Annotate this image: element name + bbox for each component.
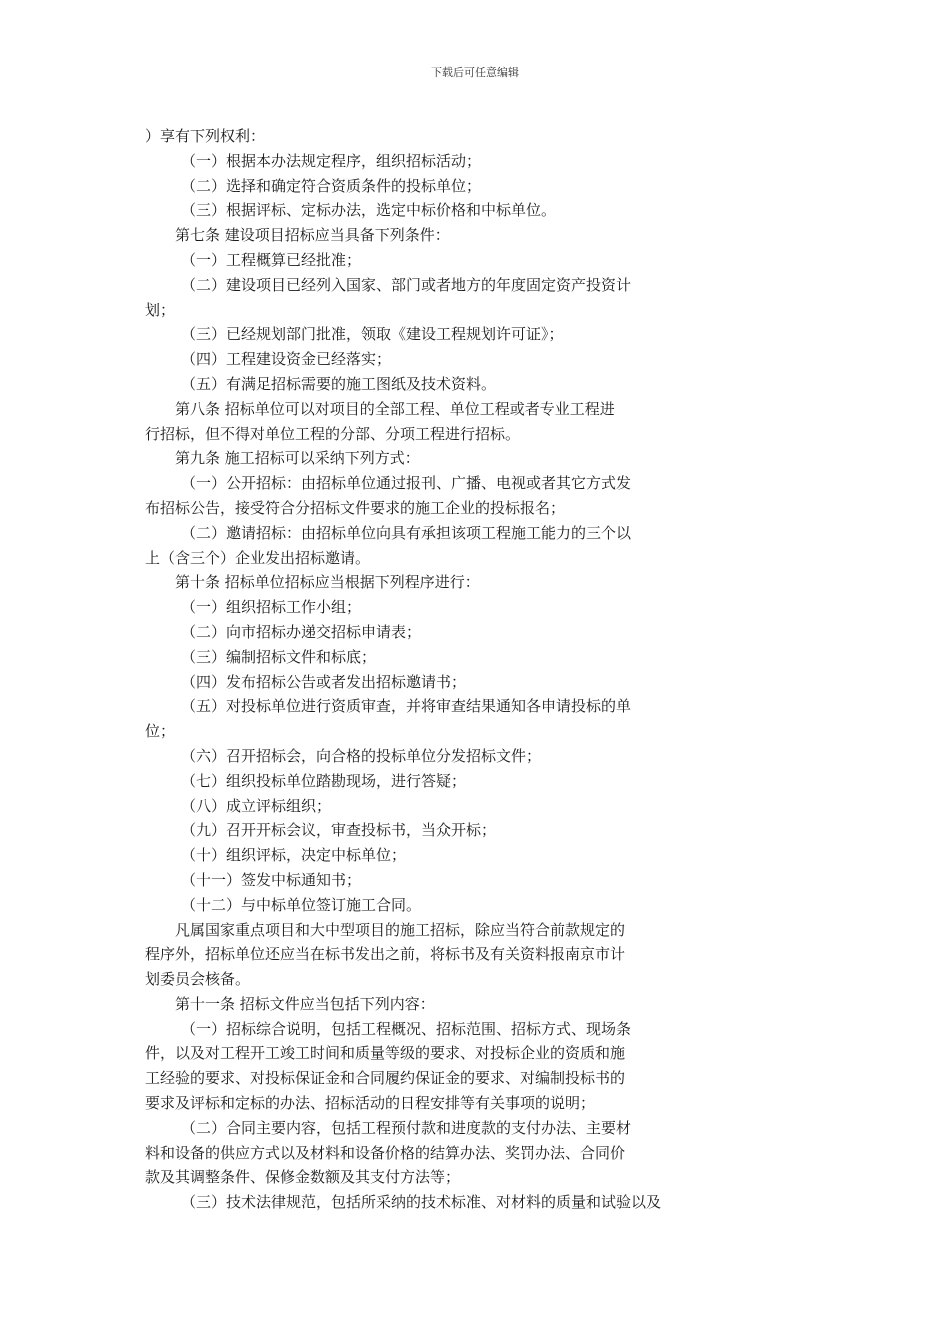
text-line: （十）组织评标，决定中标单位； [181, 846, 407, 865]
text-line: 第八条 招标单位可以对项目的全部工程、单位工程或者专业工程进 [175, 399, 615, 418]
text-line: （四）工程建设资金已经落实； [181, 350, 392, 369]
text-line: （二）向市招标办递交招标申请表； [181, 622, 422, 641]
text-line: （六）召开招标会，向合格的投标单位分发招标文件； [181, 746, 542, 765]
text-line: （九）召开开标会议，审查投标书，当众开标； [181, 821, 497, 840]
text-line: （一）组织招标工作小组； [181, 598, 362, 617]
text-line: （一）公开招标：由招标单位通过报刊、广播、电视或者其它方式发 [181, 474, 632, 493]
page-header: 下载后可任意编辑 [431, 66, 519, 79]
text-line: （二）建设项目已经列入国家、部门或者地方的年度固定资产投资计 [181, 275, 632, 294]
document-body [145, 124, 720, 1215]
text-line: 第十条 招标单位招标应当根据下列程序进行： [175, 573, 480, 592]
text-line: （一）根据本办法规定程序，组织招标活动； [181, 151, 482, 170]
text-line: （四）发布招标公告或者发出招标邀请书； [181, 672, 467, 691]
text-line: 布招标公告，接受符合分招标文件要求的施工企业的投标报名； [145, 498, 566, 517]
text-line: （二）合同主要内容，包括工程预付款和进度款的支付办法、主要材 [181, 1118, 632, 1137]
text-line: 工经验的要求、对投标保证金和合同履约保证金的要求、对编制投标书的 [145, 1069, 626, 1088]
text-line: （二）选择和确定符合资质条件的投标单位； [181, 176, 482, 195]
text-line: 行招标，但不得对单位工程的分部、分项工程进行招标。 [145, 424, 521, 443]
text-line: 件，以及对工程开工竣工时间和质量等级的要求、对投标企业的资质和施 [145, 1044, 626, 1063]
text-line: （三）根据评标、定标办法，选定中标价格和中标单位。 [181, 201, 557, 220]
text-line: （一）工程概算已经批准； [181, 250, 362, 269]
text-line: ）享有下列权利： [145, 127, 266, 145]
text-line: 第十一条 招标文件应当包括下列内容： [175, 994, 435, 1013]
text-line: 第九条 施工招标可以采纳下列方式： [175, 449, 420, 468]
text-line: 划委员会核备。 [145, 970, 251, 989]
text-line: 款及其调整条件、保修金数额及其支付方法等； [145, 1168, 461, 1187]
text-line: 要求及评标和定标的办法、招标活动的日程安排等有关事项的说明； [145, 1094, 596, 1113]
text-line: （八）成立评标组织； [181, 796, 332, 815]
text-line: （五）对投标单位进行资质审查，并将审查结果通知各申请投标的单 [181, 697, 632, 716]
text-line: 划； [145, 300, 176, 319]
text-line: （七）组织投标单位踏勘现场，进行答疑； [181, 771, 467, 790]
text-line: （三）编制招标文件和标底； [181, 647, 377, 666]
text-line: 第七条 建设项目招标应当具备下列条件： [175, 226, 450, 245]
text-line: 程序外，招标单位还应当在标书发出之前，将标书及有关资料报南京市计 [145, 945, 626, 964]
text-line: （二）邀请招标：由招标单位向具有承担该项工程施工能力的三个以 [181, 523, 632, 542]
text-line: 位； [145, 722, 176, 741]
text-line: 凡属国家重点项目和大中型项目的施工招标，除应当符合前款规定的 [175, 920, 626, 939]
text-line: （一）招标综合说明，包括工程概况、招标范围、招标方式、现场条 [181, 1019, 632, 1038]
text-line: 料和设备的供应方式以及材料和设备价格的结算办法、奖罚办法、合同价 [145, 1143, 626, 1162]
text-line: （三）技术法律规范，包括所采纳的技术标准、对材料的质量和试验以及 [181, 1193, 662, 1212]
text-line: （十一）签发中标通知书； [181, 870, 362, 889]
text-line: （三）已经规划部门批准，领取《建设工程规划许可证》； [181, 325, 564, 344]
text-line: （五）有满足招标需要的施工图纸及技术资料。 [181, 374, 497, 393]
text-line: 上（含三个）企业发出招标邀请。 [145, 548, 371, 567]
text-line: （十二）与中标单位签订施工合同。 [181, 895, 422, 914]
